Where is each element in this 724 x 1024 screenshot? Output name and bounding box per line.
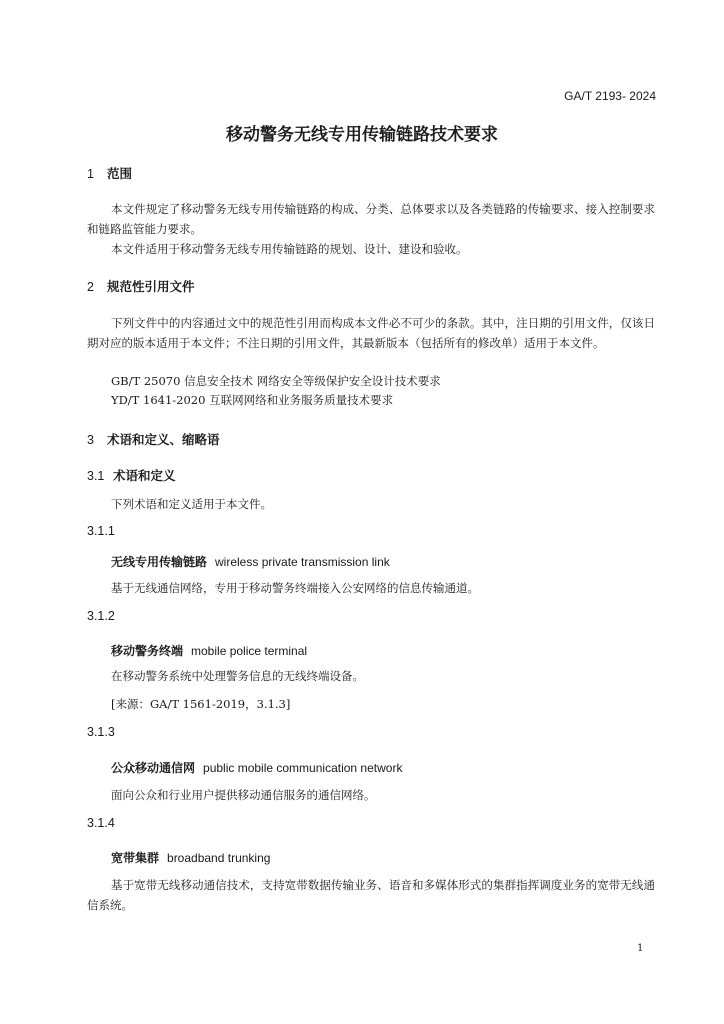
- subsection-3-1-heading: [87, 466, 176, 484]
- term-heading: [111, 849, 270, 866]
- term-chinese: 公众移动通信网: [111, 761, 196, 775]
- subsection-number: 3.1: [87, 469, 105, 483]
- section-title: 术语和定义、缩略语: [107, 433, 220, 447]
- term-heading: [111, 642, 307, 659]
- subsection-title: 术语和定义: [113, 469, 176, 483]
- reference-item: YD/T 1641-2020 互联网网络和业务服务质量技术要求: [111, 393, 394, 407]
- reference-item: GB/T 25070 信息安全技术 网络安全等级保护安全设计技术要求: [111, 374, 441, 388]
- term-english: mobile police terminal: [191, 644, 308, 658]
- term-english: public mobile communication network: [203, 761, 403, 775]
- term-definition: 面向公众和行业用户提供移动通信服务的通信网络。: [111, 788, 376, 802]
- term-english: wireless private transmission link: [215, 555, 390, 569]
- term-number: 3.1.2: [87, 609, 115, 623]
- term-number: 3.1.4: [87, 816, 115, 830]
- section-2-heading: [87, 277, 195, 295]
- section-1-paragraph-2: 本文件适用于移动警务无线专用传输链路的规划、设计、建设和验收。: [111, 242, 468, 256]
- section-number: 3: [87, 433, 94, 447]
- section-title: 范围: [107, 167, 133, 181]
- term-definition: 基于无线通信网络，专用于移动警务终端接入公安网络的信息传输通道。: [111, 581, 479, 595]
- section-number: 2: [87, 280, 94, 294]
- section-3-heading: [87, 430, 220, 448]
- section-title: 规范性引用文件: [107, 280, 195, 294]
- document-title: 移动警务无线专用传输链路技术要求: [226, 125, 498, 144]
- document-number: GA/T 2193- 2024: [564, 89, 656, 103]
- section-number: 1: [87, 167, 94, 181]
- term-heading: [111, 553, 390, 570]
- section-2-paragraph-1: 下列文件中的内容通过文中的规范性引用而构成本文件必不可少的条款。其中，注日期的引用文件，仅该日期对应的版本适用于本文件；不注日期的引用文件，其最新版本（包括所有的修改单）适用于本文件。: [87, 316, 655, 350]
- term-chinese: 宽带集群: [111, 851, 160, 865]
- term-heading: [111, 759, 402, 776]
- section-1-heading: [87, 164, 132, 182]
- term-definition: 基于宽带无线移动通信技术，支持宽带数据传输业务、语音和多媒体形式的集群指挥调度业务的宽带无线通信系统。: [87, 878, 655, 912]
- term-number: 3.1.1: [87, 524, 115, 538]
- term-english: broadband trunking: [167, 851, 271, 865]
- term-chinese: 无线专用传输链路: [111, 555, 208, 569]
- term-chinese: 移动警务终端: [111, 644, 184, 658]
- term-number: 3.1.3: [87, 725, 115, 739]
- term-source: [来源：GA/T 1561-2019，3.1.3]: [111, 697, 291, 711]
- section-1-paragraph-1: 本文件规定了移动警务无线专用传输链路的构成、分类、总体要求以及各类链路的传输要求、接入控制要求和链路监管能力要求。: [87, 202, 655, 236]
- page-number: 1: [637, 943, 644, 954]
- term-definition: 在移动警务系统中处理警务信息的无线终端设备。: [111, 669, 364, 683]
- subsection-3-1-intro: 下列术语和定义适用于本文件。: [111, 497, 272, 511]
